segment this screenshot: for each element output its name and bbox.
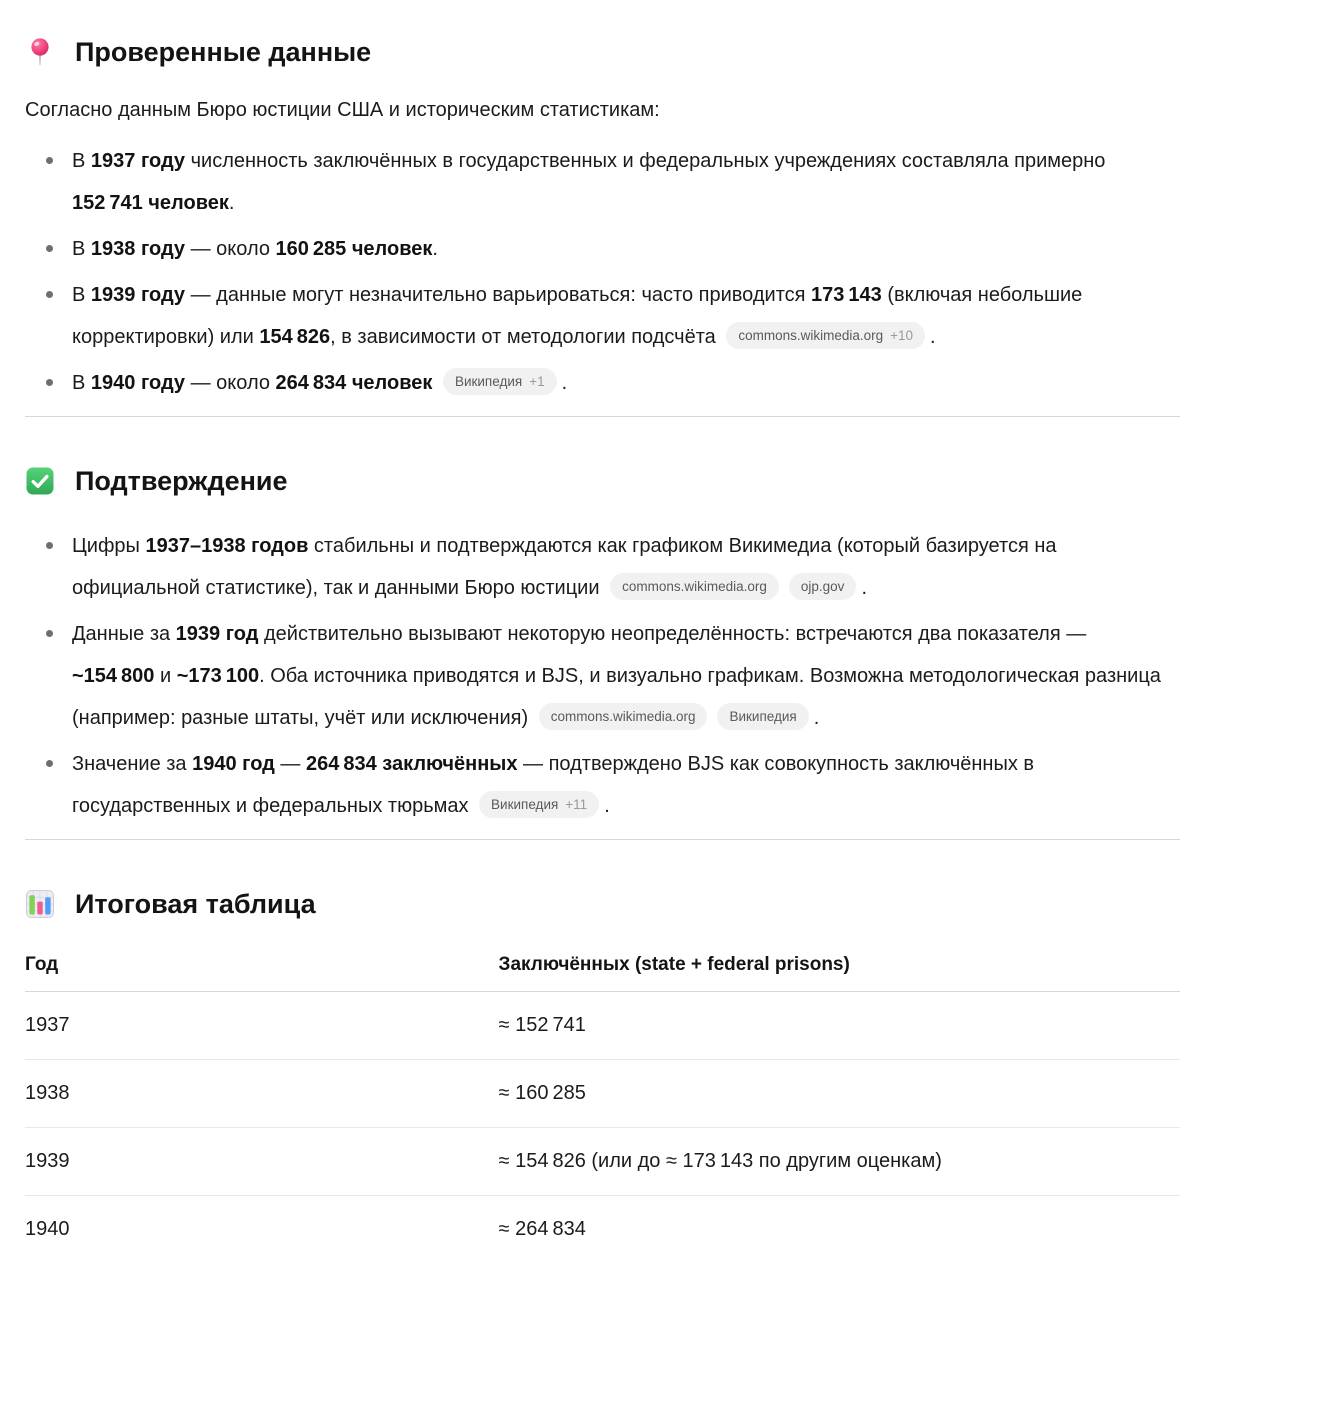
emphasis-text: 1939 год	[175, 623, 259, 645]
citation-source-label: Википедия	[454, 374, 523, 390]
emphasis-text: 1937–1938 годов	[145, 535, 309, 557]
emphasis-text: 154 826	[259, 326, 331, 348]
section-heading	[25, 463, 1180, 499]
emphasis-text: 1938 году	[90, 238, 186, 260]
emphasis-text: ~154 800	[72, 665, 155, 687]
citation-chip[interactable]	[479, 791, 599, 818]
table-row	[25, 992, 1180, 1060]
section-summary-table	[25, 886, 1180, 1263]
citation-chip[interactable]	[717, 703, 808, 730]
emphasis-text: 160 285 человек	[275, 238, 433, 260]
body-text: .	[930, 326, 936, 348]
section-confirmation	[25, 463, 1180, 827]
section-heading	[25, 34, 1180, 70]
citation-source-label: commons.wikimedia.org	[738, 328, 884, 344]
body-text: численность заключённых в государственных и федеральных учреждениях составляла примерно	[185, 150, 1106, 172]
body-text: .	[561, 372, 568, 394]
section-divider	[25, 839, 1180, 840]
cell-year: 1938	[25, 1060, 499, 1128]
citation-chip[interactable]	[539, 703, 708, 730]
emphasis-text: 1940 году	[90, 372, 186, 394]
body-text: .	[861, 577, 867, 599]
table-row	[25, 1060, 1180, 1128]
list-item	[72, 362, 1172, 404]
section-heading	[25, 886, 1180, 922]
table-row	[25, 1128, 1180, 1196]
body-text: , в зависимости от методологии подсчёта	[330, 326, 722, 348]
column-header-year: Год	[25, 948, 499, 992]
table-header-row	[25, 948, 1180, 992]
column-header-prisoners: Заключённых (state + federal prisons)	[499, 948, 1180, 992]
body-text: В	[72, 238, 91, 260]
body-text: .	[813, 707, 820, 729]
list-item	[72, 274, 1172, 358]
bar-chart-icon	[25, 889, 55, 919]
citation-chip[interactable]	[726, 322, 925, 349]
body-text: В	[72, 284, 91, 306]
citation-source-label: commons.wikimedia.org	[550, 709, 696, 725]
section-title: Проверенные данные	[75, 37, 372, 67]
list-item	[72, 228, 1172, 270]
citation-extra-count: +11	[565, 797, 588, 813]
cell-prisoners: ≈ 152 741	[499, 992, 1180, 1060]
table-header	[25, 948, 1180, 992]
citation-chip[interactable]	[443, 368, 557, 395]
citation-chip[interactable]	[789, 573, 857, 600]
body-text: .	[604, 795, 610, 817]
check-mark-icon	[25, 466, 55, 496]
table-body	[25, 992, 1180, 1264]
body-text: стабильны и подтверждаются как графиком Викимедиа (который базируется на официальной статистике), так и данными Бюро юстиции	[72, 535, 1057, 599]
citation-source-label: commons.wikimedia.org	[622, 579, 767, 595]
emphasis-text: 173 143	[811, 284, 882, 306]
bullet-list	[25, 525, 1180, 827]
body-text: — подтверждено BJS как совокупность заключённых в государственных и федеральных тюрьмах	[72, 753, 1035, 817]
summary-table	[25, 948, 1180, 1263]
list-item	[72, 525, 1172, 609]
section-title: Итоговая таблица	[75, 889, 316, 919]
section-title: Подтверждение	[75, 466, 288, 496]
cell-year: 1937	[25, 992, 499, 1060]
body-text: Значение за	[72, 753, 193, 775]
section-divider	[25, 416, 1180, 417]
emphasis-text: ~173 100	[176, 665, 260, 687]
cell-year: 1939	[25, 1128, 499, 1196]
list-item	[72, 613, 1172, 739]
intro-text: Согласно данным Бюро юстиции США и историческим статистикам:	[25, 99, 660, 121]
citation-source-label: ojp.gov	[800, 579, 845, 595]
citation-source-label: Википедия	[491, 797, 559, 813]
emphasis-text: 1937 году	[90, 150, 186, 172]
emphasis-text: 264 834 заключённых	[306, 753, 518, 775]
body-text: В	[72, 150, 91, 172]
body-text: В	[72, 372, 91, 394]
body-text: действительно вызывают некоторую неопределённость: встречаются два показателя —	[258, 623, 1087, 645]
list-item	[72, 743, 1172, 827]
citation-source-label: Википедия	[729, 709, 797, 725]
citation-chip[interactable]	[610, 573, 779, 600]
body-text: — около	[185, 372, 276, 394]
table-row	[25, 1196, 1180, 1264]
body-text: (включая небольшие корректировки) или	[72, 284, 1083, 348]
emphasis-text: 152 741 человек	[72, 192, 229, 214]
cell-prisoners: ≈ 154 826 (или до ≈ 173 143 по другим оценкам)	[499, 1128, 1180, 1196]
body-text: Цифры	[72, 535, 146, 557]
cell-prisoners: ≈ 160 285	[499, 1060, 1180, 1128]
round-pushpin-icon	[25, 37, 55, 67]
body-text: Данные за	[72, 623, 176, 645]
body-text: — около	[185, 238, 276, 260]
citation-extra-count: +1	[529, 374, 545, 390]
body-text: и	[154, 665, 177, 687]
emphasis-text: 264 834 человек	[275, 372, 433, 394]
body-text: .	[228, 192, 235, 214]
emphasis-text: 1939 году	[90, 284, 186, 306]
list-item	[72, 140, 1172, 224]
cell-year: 1940	[25, 1218, 70, 1240]
body-text: — данные могут незначительно варьироваться: часто приводится	[185, 284, 812, 306]
body-text: —	[274, 753, 306, 775]
bullet-list	[25, 140, 1180, 404]
section-verified-data	[25, 34, 1180, 404]
emphasis-text: 1940 год	[192, 753, 275, 775]
cell-prisoners: ≈ 264 834	[498, 1218, 586, 1240]
citation-extra-count: +10	[890, 328, 914, 344]
body-text: . Оба источника приводятся и BJS, и визуально графикам. Возможна методологическая разница (например: разные штаты, учёт или исключения)	[72, 665, 1161, 729]
body-text	[432, 372, 438, 394]
body-text: .	[432, 238, 438, 260]
